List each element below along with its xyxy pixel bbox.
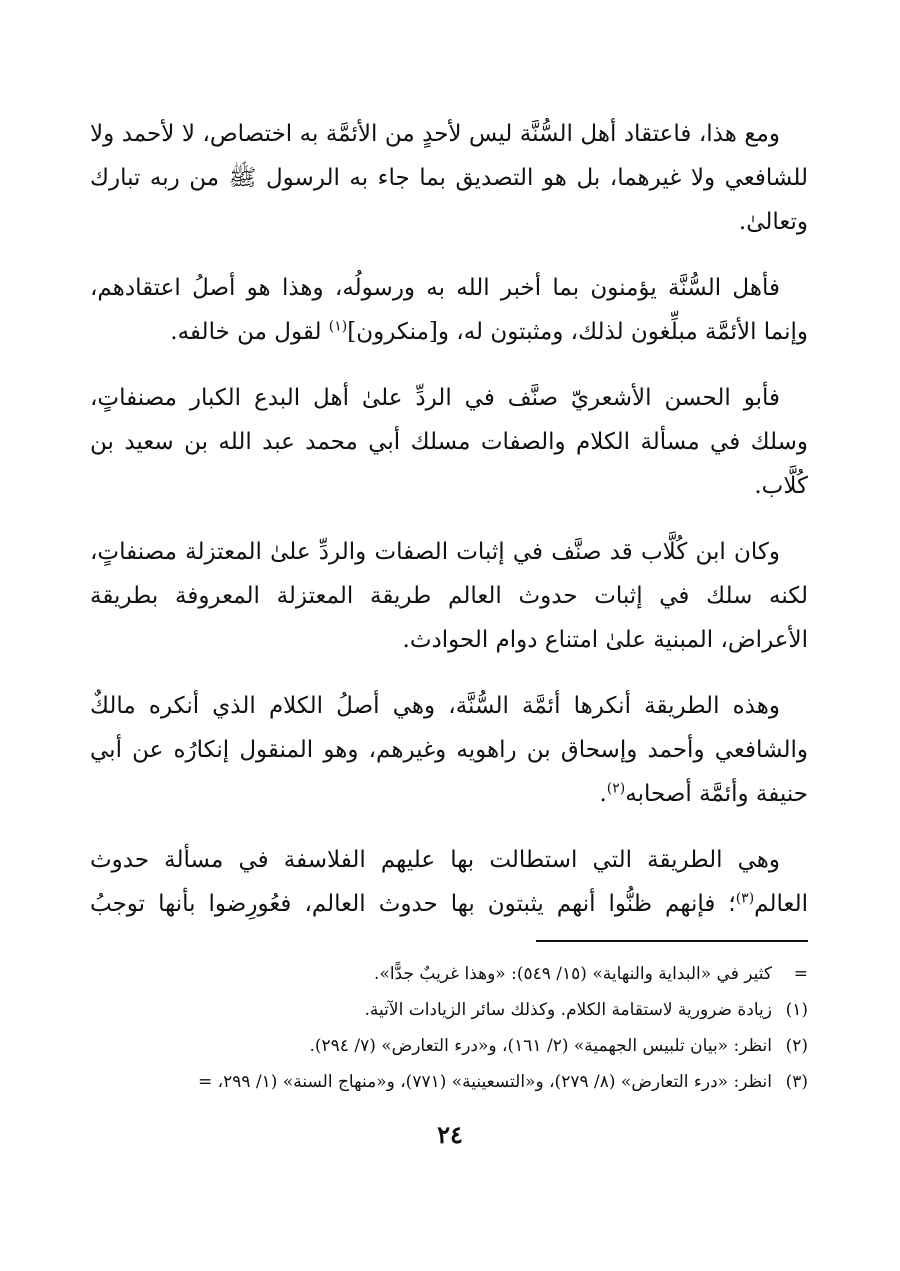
paragraph-5-text: وهذه الطريقة أنكرها أئمَّة السُّنَّة، وهي أصلُ الكلام الذي أنكره مالكٌ والشافعي وأحمد وإسحاق بن راهويه وغيرهم، وهو المنقول إنكارُه عن أبي حنيفة وأئمَّة أصحابه (90, 693, 808, 807)
paragraph-6-tail: ؛ فإنهم ظنُّوا أنهم يثبتون بها حدوث العالم، فعُورِضوا بأنها توجبُ (90, 891, 736, 917)
footnote-marker-3[interactable]: (٣) (735, 890, 755, 907)
footnote-marker-2[interactable]: (٢) (606, 780, 626, 797)
paragraph-3: فأبو الحسن الأشعريّ صنَّف في الردِّ علىٰ أهل البدع الكبار مصنفاتٍ، وسلك في مسألة الكلام والصفات مسلك أبي محمد عبد الله بن سعيد بن كُلَّاب. (90, 385, 808, 499)
footnote-number: (١) (785, 1000, 808, 1020)
paragraph-1: ومع هذا، فاعتقاد أهل السُّنَّة ليس لأحدٍ من الأئمَّة به اختصاص، لا لأحمد ولا للشافعي ولا غيرهما، بل هو التصديق بما جاء به الرسول ﷺ من ربه تبارك وتعالىٰ. (90, 121, 808, 235)
paragraph-6 (90, 838, 808, 926)
footnote-marker-1[interactable]: (١) (328, 318, 348, 335)
footnote-text: كثير في «البداية والنهاية» (١٥/ ٥٤٩): «وهذا غريبٌ جدًّا». (374, 964, 772, 984)
footnote-number: (٢) (785, 1036, 808, 1056)
paragraph-2-text: فأهل السُّنَّة يؤمنون بما أخبر الله به ورسولُه، وهذا هو أصلُ اعتقادهم، وإنما الأئمَّة مبلِّغون لذلك، ومثبتون له، و[منكرون] (90, 275, 808, 345)
footnote-number: (٣) (785, 1072, 808, 1092)
paragraph-5-tail: . (599, 781, 607, 807)
paragraph-6-text: وهي الطريقة التي استطالت بها عليهم الفلاسفة في مسألة حدوث العالم (90, 847, 808, 917)
paragraph-4: وكان ابن كُلَّاب قد صنَّف في إثبات الصفات والردِّ علىٰ المعتزلة مصنفاتٍ، لكنه سلك في إثبات حدوث العالم طريقة المعتزلة المعروفة بطريقة الأعراض، المبنية علىٰ امتناع دوام الحوادث. (90, 539, 808, 653)
footnote-continued (90, 956, 808, 992)
page-number: ٢٤ (437, 1120, 463, 1149)
footnote-divider (536, 940, 808, 942)
footnote-text: انظر: «درء التعارض» (٨/ ٢٧٩)، و«التسعينية» (٧٧١)، و«منهاج السنة» (١/ ٢٩٩، = (197, 1072, 772, 1092)
footnote-1 (90, 992, 808, 1028)
footnote-number: = (793, 964, 808, 984)
footnote-3 (90, 1064, 808, 1100)
paragraph-2-tail: لقول من خالفه. (170, 319, 329, 345)
main-text (90, 112, 808, 948)
paragraph-5 (90, 684, 808, 816)
footnotes (90, 956, 808, 1100)
footnote-2 (90, 1028, 808, 1064)
paragraph-2 (90, 266, 808, 354)
footnote-text: زيادة ضرورية لاستقامة الكلام. وكذلك سائر الزيادات الآتية. (364, 1000, 772, 1020)
footnote-text: انظر: «بيان تلبيس الجهمية» (٢/ ١٦١)، و«درء التعارض» (٧/ ٢٩٤). (309, 1036, 772, 1056)
